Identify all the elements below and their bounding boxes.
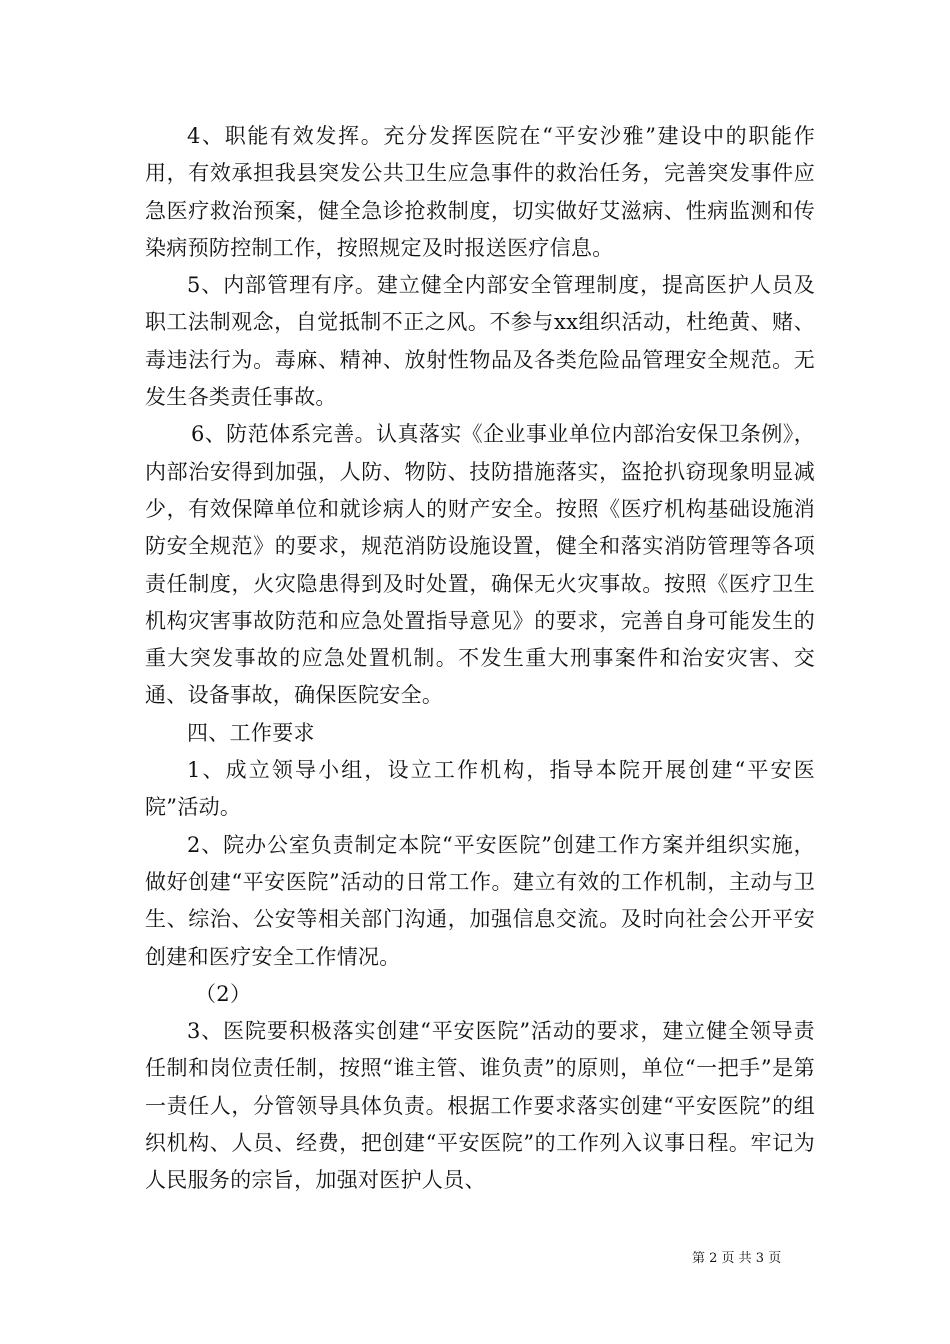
- document-body: [145, 118, 815, 1200]
- paragraph-item-4: 4、职能有效发挥。充分发挥医院在“平安沙雅”建设中的职能作用，有效承担我县突发公共卫生应急事件的救治任务，完善突发事件应急医疗救治预案，健全急诊抢救制度，切实做好艾滋病、性病监测和传染病预防控制工作，按照规定及时报送医疗信息。: [145, 124, 815, 260]
- paragraph-item-6: 6、防范体系完善。认真落实《企业事业单位内部治安保卫条例》，内部治安得到加强，人防、物防、技防措施落实，盗抢扒窃现象明显减少，有效保障单位和就诊病人的财产安全。按照《医疗机构基础设施消防安全规范》的要求，规范消防设施设置，健全和落实消防管理等各项责任制度，火灾隐患得到及时处置，确保无火灾事故。按照《医疗卫生机构灾害事故防范和应急处置指导意见》的要求，完善自身可能发生的重大突发事故的应急处置机制。不发生重大刑事案件和治安灾害、交通、设备事故，确保医院安全。: [145, 422, 815, 708]
- paragraph-marker-2: （2）: [195, 981, 252, 1006]
- paragraph-requirement-2: 2、院办公室负责制定本院“平安医院”创建工作方案并组织实施，做好创建“平安医院”活动的日常工作。建立有效的工作机制，主动与卫生、综治、公安等相关部门沟通，加强信息交流。及时向社会公开平安创建和医疗安全工作情况。: [145, 832, 815, 969]
- paragraph-requirement-1: 1、成立领导小组，设立工作机构，指导本院开展创建“平安医院”活动。: [145, 758, 815, 820]
- section-heading-work-requirements: 四、工作要求: [187, 720, 315, 745]
- paragraph-requirement-3: 3、医院要积极落实创建“平安医院”活动的要求，建立健全领导责任制和岗位责任制，按照“谁主管、谁负责”的原则，单位“一把手”是第一责任人，分管领导具体负责。根据工作要求落实创建“平安医院”的组织机构、人员、经费，把创建“平安医院”的工作列入议事日程。牢记为人民服务的宗旨，加强对医护人员、: [145, 1019, 815, 1193]
- page-number-footer: 第 2 页 共 3 页: [692, 1251, 782, 1266]
- paragraph-item-5: 5、内部管理有序。建立健全内部安全管理制度，提高医护人员及职工法制观念，自觉抵制不正之风。不参与xx组织活动，杜绝黄、赌、毒违法行为。毒麻、精神、放射性物品及各类危险品管理安全规范。无发生各类责任事故。: [145, 273, 815, 410]
